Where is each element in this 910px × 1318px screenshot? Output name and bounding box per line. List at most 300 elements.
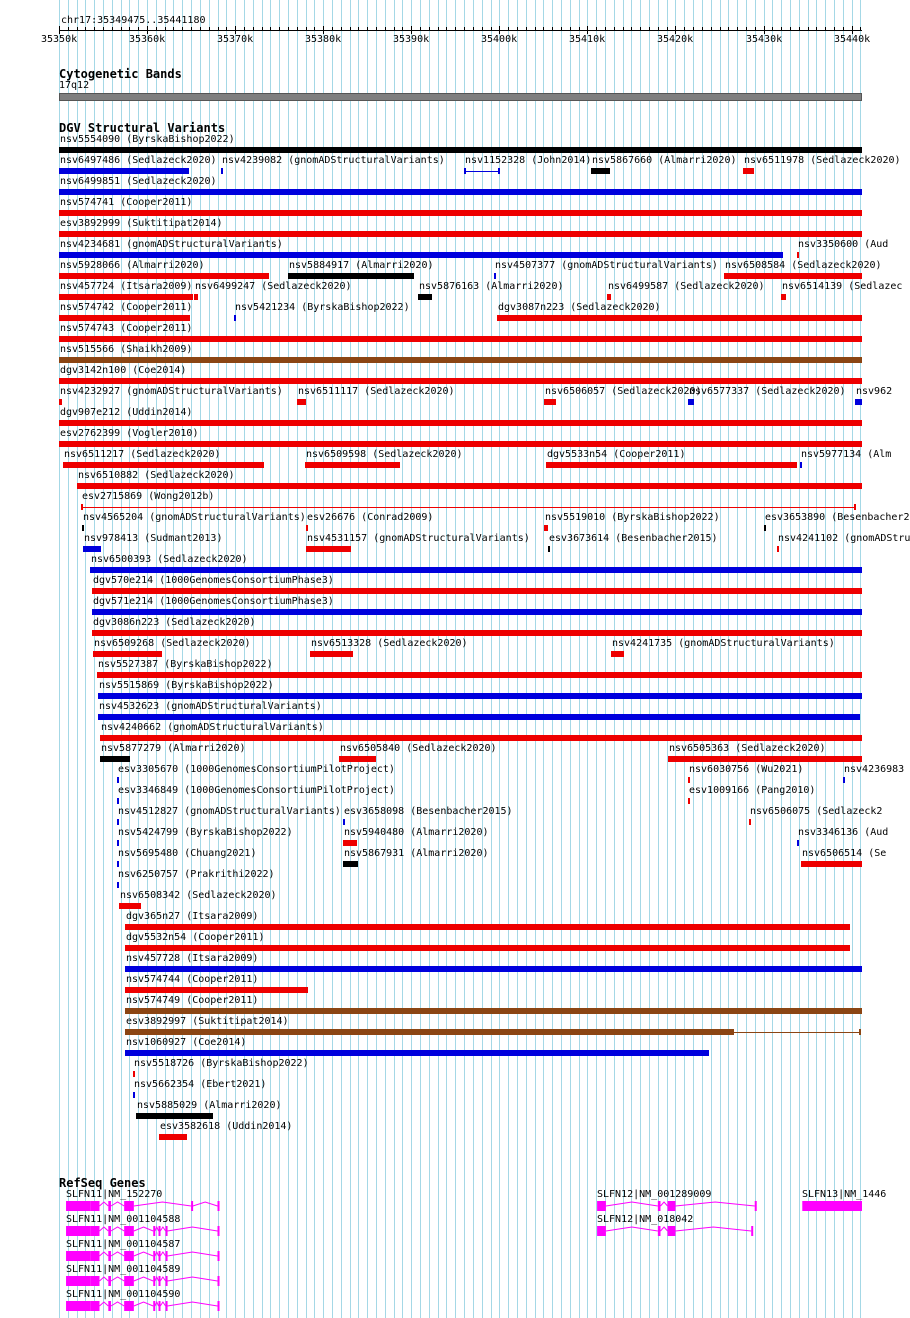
variant-bar[interactable] bbox=[743, 168, 754, 174]
variant-label: nsv6509598 (Sedlazeck2020) bbox=[306, 449, 463, 460]
variant-bar[interactable] bbox=[59, 378, 862, 384]
grid-line bbox=[385, 0, 386, 1318]
grid-line bbox=[376, 0, 377, 1318]
variant-bar[interactable] bbox=[97, 672, 862, 678]
ruler-tick-label: 35430k bbox=[746, 34, 783, 45]
ruler-minor-tick bbox=[790, 27, 791, 31]
variant-label: esv1009166 (Pang2010) bbox=[689, 785, 816, 796]
gene-exon bbox=[159, 1251, 161, 1261]
variant-bar[interactable] bbox=[343, 840, 357, 846]
variant-bar[interactable] bbox=[343, 861, 358, 867]
variant-label: esv3892999 (Suktitipat2014) bbox=[60, 218, 223, 229]
ruler-minor-tick bbox=[491, 27, 492, 31]
variant-label: nsv6509268 (Sedlazeck2020) bbox=[94, 638, 251, 649]
cytoband-label: 17q12 bbox=[59, 80, 90, 91]
variant-bar[interactable] bbox=[77, 483, 862, 489]
gene-intron bbox=[111, 1252, 124, 1256]
ruler-minor-tick bbox=[579, 27, 580, 31]
variant-label: nsv5877279 (Almarri2020) bbox=[101, 743, 246, 754]
variant-label: nsv5928066 (Almarri2020) bbox=[60, 260, 205, 271]
variant-bar[interactable] bbox=[797, 840, 799, 846]
variant-label: nsv1152328 (John2014) bbox=[465, 155, 592, 166]
variant-label: nsv6499851 (Sedlazeck2020) bbox=[60, 176, 217, 187]
grid-line bbox=[306, 0, 307, 1318]
ruler-minor-tick bbox=[420, 27, 421, 31]
variant-link-end[interactable] bbox=[464, 168, 466, 174]
ruler-minor-tick bbox=[728, 27, 729, 31]
grid-line bbox=[526, 0, 527, 1318]
ruler-minor-tick bbox=[631, 27, 632, 31]
variant-bar[interactable] bbox=[159, 1134, 187, 1140]
variant-label: dgv907e212 (Uddin2014) bbox=[60, 407, 193, 418]
variant-bar[interactable] bbox=[221, 168, 223, 174]
gene-label: SLFN13|NM_1446 bbox=[802, 1189, 887, 1200]
variant-label: nsv457724 (Itsara2009) bbox=[60, 281, 193, 292]
variant-bar[interactable] bbox=[544, 525, 548, 531]
variant-bar[interactable] bbox=[688, 798, 690, 804]
variant-link-end[interactable] bbox=[859, 1029, 861, 1035]
grid-line bbox=[825, 0, 826, 1318]
variant-label: nsv6505840 (Sedlazeck2020) bbox=[340, 743, 497, 754]
ruler-tick-label: 35390k bbox=[393, 34, 430, 45]
ruler-minor-tick bbox=[781, 27, 782, 31]
grid-line bbox=[570, 0, 571, 1318]
variant-bar[interactable] bbox=[339, 756, 376, 762]
variant-label: nsv6506075 (Sedlazeck2 bbox=[750, 806, 883, 817]
region-coordinates: chr17:35349475..35441180 bbox=[61, 15, 206, 26]
ruler-minor-tick bbox=[693, 27, 694, 31]
grid-line bbox=[772, 0, 773, 1318]
gene-intron bbox=[606, 1227, 658, 1231]
grid-line bbox=[446, 0, 447, 1318]
variant-label: nsv4239082 (gnomADStructuralVariants) bbox=[222, 155, 445, 166]
ruler-minor-tick bbox=[332, 27, 333, 31]
ruler-tick-label: 35350k bbox=[41, 34, 78, 45]
variant-label: nsv6511117 (Sedlazeck2020) bbox=[298, 386, 455, 397]
gene-exon bbox=[124, 1276, 134, 1286]
grid-line bbox=[341, 0, 342, 1318]
variant-bar[interactable] bbox=[688, 399, 694, 405]
variant-label: nsv3346136 (Aud bbox=[798, 827, 889, 838]
grid-line bbox=[552, 0, 553, 1318]
variant-bar[interactable] bbox=[125, 1029, 734, 1035]
variant-bar[interactable] bbox=[764, 525, 766, 531]
ruler-minor-tick bbox=[165, 27, 166, 31]
variant-bar[interactable] bbox=[843, 777, 845, 783]
gene-intron bbox=[100, 1277, 109, 1281]
variant-bar[interactable] bbox=[548, 546, 550, 552]
variant-bar[interactable] bbox=[306, 546, 351, 552]
ruler-minor-tick bbox=[535, 27, 536, 31]
ruler-tick-label: 35440k bbox=[834, 34, 871, 45]
ruler-minor-tick bbox=[737, 27, 738, 31]
ruler-minor-tick bbox=[684, 27, 685, 31]
gene-exon bbox=[218, 1251, 220, 1261]
grid-line bbox=[605, 0, 606, 1318]
ruler-minor-tick bbox=[350, 27, 351, 31]
grid-line bbox=[491, 0, 492, 1318]
variant-label: esv2715869 (Wong2012b) bbox=[82, 491, 215, 502]
variant-label: nsv574749 (Cooper2011) bbox=[126, 995, 259, 1006]
variant-label: nsv6577337 (Sedlazeck2020) bbox=[689, 386, 846, 397]
ruler-minor-tick bbox=[570, 27, 571, 31]
grid-line bbox=[350, 0, 351, 1318]
variant-bar[interactable] bbox=[797, 252, 799, 258]
grid-line bbox=[728, 0, 729, 1318]
gene-intron bbox=[160, 1302, 165, 1306]
ruler-minor-tick bbox=[191, 27, 192, 31]
variant-label: esv3673614 (Besenbacher2015) bbox=[549, 533, 718, 544]
ruler-tick bbox=[59, 26, 60, 34]
ruler-tick-label: 35360k bbox=[129, 34, 166, 45]
variant-label: dgv3086n223 (Sedlazeck2020) bbox=[93, 617, 256, 628]
variant-bar[interactable] bbox=[59, 294, 193, 300]
variant-bar[interactable] bbox=[306, 525, 308, 531]
grid-line bbox=[587, 0, 588, 1318]
variant-label: nsv515566 (Shaikh2009) bbox=[60, 344, 193, 355]
variant-label: nsv4241735 (gnomADStructuralVariants) bbox=[612, 638, 835, 649]
grid-line bbox=[394, 0, 395, 1318]
variant-bar[interactable] bbox=[125, 987, 308, 993]
variant-link-line[interactable] bbox=[464, 171, 499, 172]
variant-bar[interactable] bbox=[668, 756, 862, 762]
ruler-minor-tick bbox=[341, 27, 342, 31]
ruler-minor-tick bbox=[173, 27, 174, 31]
ruler-minor-tick bbox=[138, 27, 139, 31]
variant-label: nsv5554090 (ByrskaBishop2022) bbox=[60, 134, 235, 145]
grid-line bbox=[438, 0, 439, 1318]
variant-bar[interactable] bbox=[800, 462, 802, 468]
gene-exon bbox=[802, 1201, 862, 1211]
gene-intron bbox=[167, 1277, 217, 1281]
grid-line bbox=[332, 0, 333, 1318]
variant-label: nsv5662354 (Ebert2021) bbox=[134, 1079, 267, 1090]
variant-link-end[interactable] bbox=[498, 168, 500, 174]
variant-bar[interactable] bbox=[59, 399, 62, 405]
grid-line bbox=[508, 0, 509, 1318]
variant-label: nsv4232927 (gnomADStructuralVariants) bbox=[60, 386, 283, 397]
variant-bar[interactable] bbox=[59, 189, 862, 195]
variant-label: esv3892997 (Suktitipat2014) bbox=[126, 1016, 289, 1027]
ruler-minor-tick bbox=[297, 27, 298, 31]
gene-intron bbox=[111, 1302, 124, 1306]
variant-bar[interactable] bbox=[83, 546, 101, 552]
gene-exon bbox=[108, 1276, 111, 1286]
grid-line bbox=[764, 0, 765, 1318]
variant-bar[interactable] bbox=[59, 357, 862, 363]
variant-bar[interactable] bbox=[92, 609, 862, 615]
grid-line bbox=[358, 0, 359, 1318]
variant-bar[interactable] bbox=[133, 1071, 135, 1077]
cytoband-bar[interactable] bbox=[59, 93, 862, 101]
variant-label: nsv5519010 (ByrskaBishop2022) bbox=[545, 512, 720, 523]
variant-bar[interactable] bbox=[59, 336, 862, 342]
variant-bar[interactable] bbox=[801, 861, 862, 867]
variant-bar[interactable] bbox=[611, 651, 624, 657]
ruler-tick-label: 35410k bbox=[569, 34, 606, 45]
ruler-minor-tick bbox=[200, 27, 201, 31]
variant-bar[interactable] bbox=[855, 399, 862, 405]
variant-bar[interactable] bbox=[117, 840, 119, 846]
gene-exon bbox=[91, 1301, 100, 1311]
grid-line bbox=[737, 0, 738, 1318]
grid-line bbox=[852, 0, 853, 1318]
variant-bar[interactable] bbox=[546, 462, 797, 468]
variant-bar[interactable] bbox=[59, 231, 862, 237]
variant-label: nsv3350600 (Aud bbox=[798, 239, 889, 250]
variant-label: nsv6510882 (Sedlazeck2020) bbox=[78, 470, 235, 481]
ruler-minor-tick bbox=[667, 27, 668, 31]
variant-bar[interactable] bbox=[63, 462, 264, 468]
variant-bar[interactable] bbox=[724, 273, 862, 279]
ruler-minor-tick bbox=[262, 27, 263, 31]
variant-bar[interactable] bbox=[544, 399, 556, 405]
ruler-minor-tick bbox=[85, 27, 86, 31]
grid-line bbox=[455, 0, 456, 1318]
variant-bar[interactable] bbox=[305, 462, 400, 468]
ruler-minor-tick bbox=[860, 27, 861, 31]
ruler-minor-tick bbox=[799, 27, 800, 31]
grid-line bbox=[684, 0, 685, 1318]
grid-line bbox=[790, 0, 791, 1318]
ruler-minor-tick bbox=[279, 27, 280, 31]
variant-label: esv3346849 (1000GenomesConsortiumPilotProject) bbox=[118, 785, 395, 796]
ruler-minor-tick bbox=[156, 27, 157, 31]
ruler-tick-label: 35380k bbox=[305, 34, 342, 45]
variant-label: nsv4236983 bbox=[844, 764, 905, 775]
ruler-minor-tick bbox=[402, 27, 403, 31]
variant-label: dgv3142n100 (Coe2014) bbox=[60, 365, 187, 376]
gene-label: SLFN12|NM_001289009 bbox=[597, 1189, 712, 1200]
variant-label: esv3653890 (Besenbacher2 bbox=[765, 512, 910, 523]
gene-exon bbox=[668, 1226, 676, 1236]
variant-bar[interactable] bbox=[59, 441, 862, 447]
variant-bar[interactable] bbox=[59, 315, 190, 321]
variant-bar[interactable] bbox=[59, 252, 783, 258]
variant-bar[interactable] bbox=[59, 273, 269, 279]
gene-exon bbox=[166, 1251, 168, 1261]
grid-line bbox=[631, 0, 632, 1318]
variant-bar[interactable] bbox=[125, 1050, 709, 1056]
ruler-minor-tick bbox=[808, 27, 809, 31]
ruler-minor-tick bbox=[649, 27, 650, 31]
gene-exon bbox=[66, 1301, 91, 1311]
ruler-minor-tick bbox=[561, 27, 562, 31]
variant-label: esv26676 (Conrad2009) bbox=[307, 512, 434, 523]
variant-bar[interactable] bbox=[117, 777, 119, 783]
variant-bar[interactable] bbox=[59, 147, 862, 153]
grid-line bbox=[755, 0, 756, 1318]
variant-bar[interactable] bbox=[100, 735, 862, 741]
variant-label: nsv4531157 (gnomADStructuralVariants) bbox=[307, 533, 530, 544]
ruler-minor-tick bbox=[746, 27, 747, 31]
variant-label: nsv1060927 (Coe2014) bbox=[126, 1037, 247, 1048]
variant-label: nsv6513328 (Sedlazeck2020) bbox=[311, 638, 468, 649]
dgv-track-title: DGV Structural Variants bbox=[59, 121, 226, 135]
variant-bar[interactable] bbox=[117, 819, 119, 825]
variant-bar[interactable] bbox=[92, 588, 862, 594]
cytoband-track-title: Cytogenetic Bands bbox=[59, 67, 182, 81]
variant-bar[interactable] bbox=[297, 399, 306, 405]
grid-line bbox=[314, 0, 315, 1318]
ruler-minor-tick bbox=[816, 27, 817, 31]
variant-bar[interactable] bbox=[494, 273, 496, 279]
ruler-minor-tick bbox=[103, 27, 104, 31]
variant-label: nsv5940480 (Almarri2020) bbox=[344, 827, 489, 838]
gene-intron bbox=[167, 1252, 217, 1256]
ruler-tick bbox=[235, 26, 236, 34]
variant-bar[interactable] bbox=[125, 1008, 862, 1014]
grid-line bbox=[535, 0, 536, 1318]
variant-bar[interactable] bbox=[59, 210, 862, 216]
variant-bar[interactable] bbox=[234, 315, 236, 321]
variant-label: nsv5884917 (Almarri2020) bbox=[289, 260, 434, 271]
gene-intron bbox=[134, 1252, 153, 1256]
ruler-minor-tick bbox=[129, 27, 130, 31]
grid-line bbox=[614, 0, 615, 1318]
ruler-minor-tick bbox=[314, 27, 315, 31]
variant-bar[interactable] bbox=[749, 819, 751, 825]
variant-bar[interactable] bbox=[93, 651, 162, 657]
variant-bar[interactable] bbox=[117, 798, 119, 804]
variant-link-end[interactable] bbox=[854, 504, 856, 510]
grid-line bbox=[473, 0, 474, 1318]
gene-exon bbox=[166, 1276, 168, 1286]
grid-line bbox=[781, 0, 782, 1318]
ruler-minor-tick bbox=[843, 27, 844, 31]
variant-bar[interactable] bbox=[90, 567, 862, 573]
ruler-minor-tick bbox=[429, 27, 430, 31]
gene-exon bbox=[91, 1276, 100, 1286]
grid-line bbox=[816, 0, 817, 1318]
variant-bar[interactable] bbox=[98, 714, 860, 720]
variant-label: nsv4241102 (gnomADStru bbox=[778, 533, 910, 544]
grid-line bbox=[297, 0, 298, 1318]
grid-line bbox=[561, 0, 562, 1318]
ruler-minor-tick bbox=[482, 27, 483, 31]
gene-exon bbox=[166, 1301, 168, 1311]
grid-line bbox=[596, 0, 597, 1318]
grid-line bbox=[429, 0, 430, 1318]
variant-bar[interactable] bbox=[136, 1113, 213, 1119]
ruler-minor-tick bbox=[446, 27, 447, 31]
gene-exon bbox=[91, 1251, 100, 1261]
variant-bar[interactable] bbox=[777, 546, 779, 552]
variant-label: dgv571e214 (1000GenomesConsortiumPhase3) bbox=[93, 596, 334, 607]
variant-bar[interactable] bbox=[117, 861, 119, 867]
gene-exon bbox=[159, 1276, 161, 1286]
gene-intron bbox=[155, 1302, 159, 1306]
gene-model[interactable] bbox=[0, 1200, 890, 1212]
variant-label: nsv962 bbox=[856, 386, 893, 397]
gene-exon bbox=[751, 1226, 753, 1236]
grid-line bbox=[420, 0, 421, 1318]
gene-intron bbox=[661, 1227, 668, 1231]
gene-intron bbox=[160, 1252, 165, 1256]
variant-bar[interactable] bbox=[98, 693, 862, 699]
variant-bar[interactable] bbox=[82, 525, 84, 531]
gene-model[interactable] bbox=[0, 1250, 890, 1262]
gene-intron bbox=[134, 1277, 153, 1281]
variant-bar[interactable] bbox=[125, 945, 850, 951]
variant-bar[interactable] bbox=[310, 651, 353, 657]
variant-bar[interactable] bbox=[100, 756, 130, 762]
ruler-tick-label: 35420k bbox=[657, 34, 694, 45]
variant-link-line[interactable] bbox=[81, 507, 855, 508]
variant-bar[interactable] bbox=[194, 294, 198, 300]
ruler-minor-tick bbox=[825, 27, 826, 31]
variant-label: nsv5867660 (Almarri2020) bbox=[592, 155, 737, 166]
ruler-minor-tick bbox=[182, 27, 183, 31]
variant-bar[interactable] bbox=[607, 294, 611, 300]
ruler-minor-tick bbox=[121, 27, 122, 31]
ruler-minor-tick bbox=[394, 27, 395, 31]
variant-bar[interactable] bbox=[117, 882, 119, 888]
variant-label: nsv4512827 (gnomADStructuralVariants) bbox=[118, 806, 341, 817]
gene-intron bbox=[100, 1252, 109, 1256]
grid-line bbox=[799, 0, 800, 1318]
ruler-minor-tick bbox=[614, 27, 615, 31]
variant-label: esv3658098 (Besenbacher2015) bbox=[344, 806, 513, 817]
variant-bar[interactable] bbox=[591, 168, 610, 174]
ruler-tick bbox=[411, 26, 412, 34]
ruler-tick-label: 35400k bbox=[481, 34, 518, 45]
variant-bar[interactable] bbox=[418, 294, 432, 300]
variant-bar[interactable] bbox=[59, 420, 862, 426]
grid-line bbox=[499, 0, 500, 1318]
variant-label: dgv3087n223 (Sedlazeck2020) bbox=[498, 302, 661, 313]
variant-bar[interactable] bbox=[688, 777, 690, 783]
variant-bar[interactable] bbox=[119, 903, 141, 909]
variant-label: nsv6250757 (Prakrithi2022) bbox=[118, 869, 275, 880]
variant-bar[interactable] bbox=[781, 294, 786, 300]
variant-link-end[interactable] bbox=[81, 504, 83, 510]
variant-bar[interactable] bbox=[288, 273, 414, 279]
grid-line bbox=[702, 0, 703, 1318]
variant-label: dgv365n27 (Itsara2009) bbox=[126, 911, 259, 922]
variant-label: nsv5527387 (ByrskaBishop2022) bbox=[98, 659, 273, 670]
gene-model[interactable] bbox=[0, 1225, 890, 1237]
ruler-minor-tick bbox=[464, 27, 465, 31]
variant-label: nsv5867931 (Almarri2020) bbox=[344, 848, 489, 859]
ruler-minor-tick bbox=[526, 27, 527, 31]
variant-bar[interactable] bbox=[343, 819, 345, 825]
ruler-minor-tick bbox=[640, 27, 641, 31]
ruler-minor-tick bbox=[438, 27, 439, 31]
grid-line bbox=[675, 0, 676, 1318]
grid-line bbox=[720, 0, 721, 1318]
gene-exon bbox=[218, 1301, 220, 1311]
ruler-tick bbox=[764, 26, 765, 34]
variant-bar[interactable] bbox=[125, 966, 862, 972]
gene-intron bbox=[134, 1302, 153, 1306]
gene-model[interactable] bbox=[0, 1300, 890, 1312]
ruler-minor-tick bbox=[112, 27, 113, 31]
variant-label: nsv6511217 (Sedlazeck2020) bbox=[64, 449, 221, 460]
variant-bar[interactable] bbox=[133, 1092, 135, 1098]
ruler-minor-tick bbox=[376, 27, 377, 31]
variant-label: nsv6508342 (Sedlazeck2020) bbox=[120, 890, 277, 901]
variant-bar[interactable] bbox=[497, 315, 862, 321]
variant-label: nsv5885029 (Almarri2020) bbox=[137, 1100, 282, 1111]
variant-bar[interactable] bbox=[92, 630, 862, 636]
gene-label: SLFN11|NM_152270 bbox=[66, 1189, 163, 1200]
variant-bar[interactable] bbox=[59, 168, 189, 174]
variant-label: nsv4240662 (gnomADStructuralVariants) bbox=[101, 722, 324, 733]
gene-exon bbox=[218, 1276, 220, 1286]
variant-bar[interactable] bbox=[125, 924, 850, 930]
gene-model[interactable] bbox=[0, 1275, 890, 1287]
